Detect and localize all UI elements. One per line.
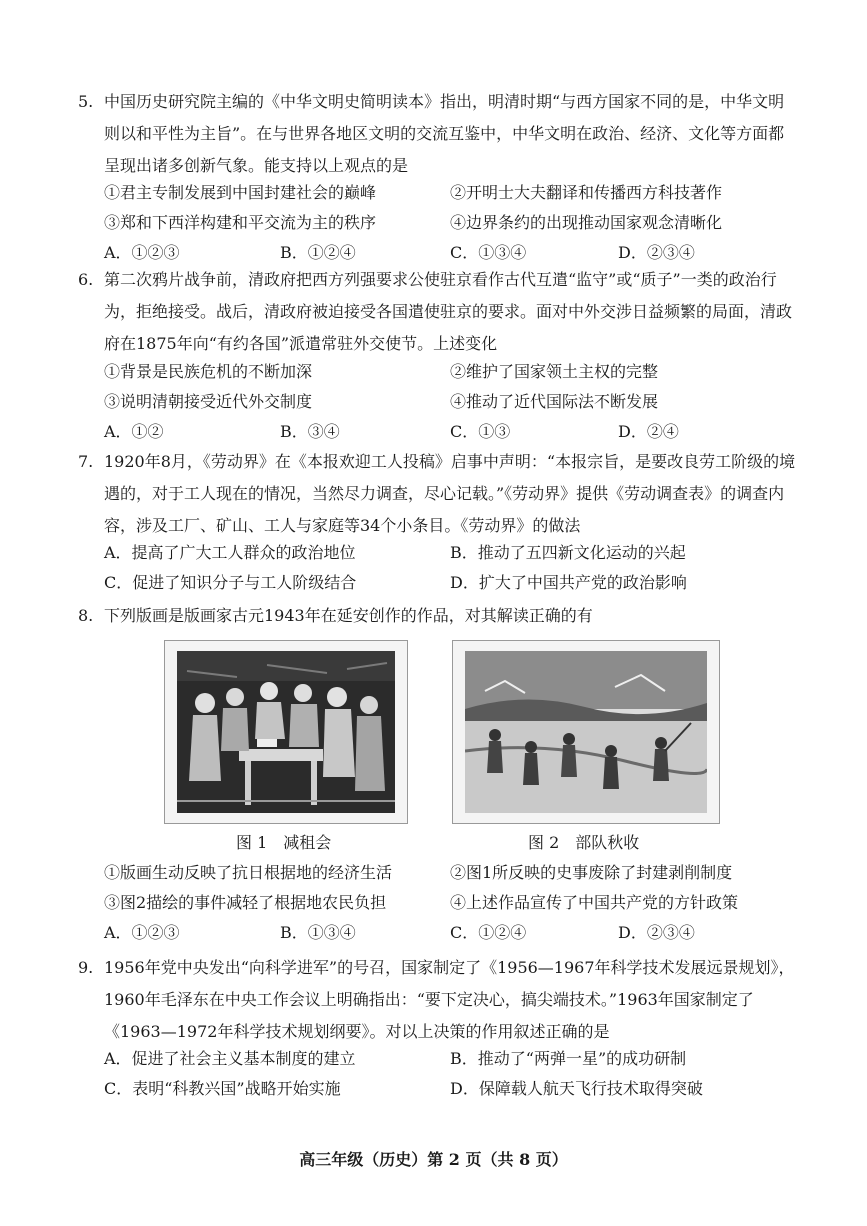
- option-b[interactable]: B．推动了五四新文化运动的兴起: [450, 543, 686, 562]
- statement-1: ①背景是民族危机的不断加深: [104, 362, 313, 381]
- question-9-options-row-1: [104, 1044, 804, 1074]
- woodcut-image-autumn-harvest: [465, 651, 707, 813]
- option-c[interactable]: C．促进了知识分子与工人阶级结合: [104, 573, 357, 592]
- option-c[interactable]: C．表明“科教兴国”战略开始实施: [104, 1079, 341, 1098]
- statement-3: ③说明清朝接受近代外交制度: [104, 392, 313, 411]
- figure-1-woodcut: [164, 640, 408, 824]
- statement-1: ①版画生动反映了抗日根据地的经济生活: [104, 863, 393, 882]
- question-9: [78, 952, 798, 1048]
- woodcut-illustration: [177, 651, 395, 813]
- question-6-stem: [78, 264, 798, 360]
- option-a[interactable]: A．①②③: [104, 923, 180, 942]
- statement-4: ④边界条约的出现推动国家观念清晰化: [450, 213, 723, 232]
- option-b[interactable]: B．③④: [280, 422, 340, 441]
- statement-4: ④上述作品宣传了中国共产党的方针政策: [450, 893, 739, 912]
- question-6: [78, 264, 798, 360]
- option-c[interactable]: C．①③④: [450, 243, 527, 262]
- figure-2-woodcut: [452, 640, 720, 824]
- option-a[interactable]: A．①②: [104, 422, 164, 441]
- option-a[interactable]: A．①②③: [104, 243, 180, 262]
- option-d[interactable]: D．保障载人航天飞行技术取得突破: [450, 1079, 703, 1098]
- stem-text: 1920年8月，《劳动界》在《本报欢迎工人投稿》启事中声明：“本报宗旨，是要改良劳工阶级的境遇的，对于工人现在的情况，当然尽力调查，尽心记载。”《劳动界》提供《劳动调查表》的调查内容，涉及工厂、矿山、工人与家庭等34个小条目。《劳动界》的做法: [104, 452, 796, 535]
- stem-text: 下列版画是版画家古元1943年在延安创作的作品，对其解读正确的有: [104, 606, 593, 625]
- question-5: [78, 86, 798, 182]
- question-7-options-row-1: [104, 538, 804, 568]
- question-number: 5.: [78, 92, 94, 111]
- question-number: 8.: [78, 606, 94, 625]
- option-d[interactable]: D．②③④: [618, 923, 695, 942]
- statement-3: ③郑和下西洋构建和平交流为主的秩序: [104, 213, 377, 232]
- question-9-options-row-2: [104, 1074, 804, 1104]
- question-number: 7.: [78, 452, 94, 471]
- question-8-options: [104, 918, 804, 948]
- question-8-stem: [78, 600, 798, 632]
- option-b[interactable]: B．①②④: [280, 243, 356, 262]
- option-c[interactable]: C．①③: [450, 422, 511, 441]
- question-8-items-row-1: [104, 858, 804, 888]
- woodcut-image-rent-reduction: [177, 651, 395, 813]
- statement-2: ②开明士大夫翻译和传播西方科技著作: [450, 183, 723, 202]
- question-8-items-row-2: [104, 888, 804, 918]
- stem-text: 1956年党中央发出“向科学进军”的号召，国家制定了《1956—1967年科学技术发展远景规划》，1960年毛泽东在中央工作会议上明确指出：“要下定决心，搞尖端技术。”1963年国家制定了《1963—1972年科学技术规划纲要》。对以上决策的作用叙述正确的是: [104, 958, 795, 1041]
- question-5-stem: [78, 86, 798, 182]
- question-9-stem: [78, 952, 798, 1048]
- question-6-items-row-1: [104, 357, 804, 387]
- option-a[interactable]: A．促进了社会主义基本制度的建立: [104, 1049, 356, 1068]
- woodcut-illustration: [465, 651, 707, 813]
- statement-4: ④推动了近代国际法不断发展: [450, 392, 659, 411]
- statement-2: ②维护了国家领土主权的完整: [450, 362, 659, 381]
- question-7-stem: [78, 446, 798, 542]
- statement-1: ①君主专制发展到中国封建社会的巅峰: [104, 183, 377, 202]
- question-6-items-row-2: [104, 387, 804, 417]
- question-6-options: [104, 417, 804, 447]
- option-a[interactable]: A．提高了广大工人群众的政治地位: [104, 543, 356, 562]
- question-5-items-row-1: [104, 178, 804, 208]
- statement-2: ②图1所反映的史事废除了封建剥削制度: [450, 863, 733, 882]
- stem-text: 第二次鸦片战争前，清政府把西方列强要求公使驻京看作古代互遣“监守”或“质子”一类的政治行为，拒绝接受。战后，清政府被迫接受各国遣使驻京的要求。面对中外交涉日益频繁的局面，清政府在1875年向“有约各国”派遣常驻外交使节。上述变化: [104, 270, 793, 353]
- option-d[interactable]: D．②④: [618, 422, 679, 441]
- figure-1-caption: 图 1 减租会: [236, 833, 332, 852]
- question-7: [78, 446, 798, 542]
- stem-text: 中国历史研究院主编的《中华文明史简明读本》指出，明清时期“与西方国家不同的是，中华文明则以和平性为主旨”。在与世界各地区文明的交流互鉴中，中华文明在政治、经济、文化等方面都呈现出诸多创新气象。能支持以上观点的是: [104, 92, 785, 175]
- question-7-options-row-2: [104, 568, 804, 598]
- option-d[interactable]: D．扩大了中国共产党的政治影响: [450, 573, 687, 592]
- question-5-items-row-2: [104, 208, 804, 238]
- question-8: [78, 600, 798, 632]
- figure-2-caption: 图 2 部队秋收: [528, 833, 640, 852]
- question-number: 6.: [78, 270, 94, 289]
- page-footer: 高三年级（历史）第 2 页（共 8 页）: [299, 1150, 568, 1169]
- statement-3: ③图2描绘的事件减轻了根据地农民负担: [104, 893, 387, 912]
- option-b[interactable]: B．推动了“两弹一星”的成功研制: [450, 1049, 687, 1068]
- option-d[interactable]: D．②③④: [618, 243, 695, 262]
- question-number: 9.: [78, 958, 94, 977]
- option-b[interactable]: B．①③④: [280, 923, 356, 942]
- option-c[interactable]: C．①②④: [450, 923, 527, 942]
